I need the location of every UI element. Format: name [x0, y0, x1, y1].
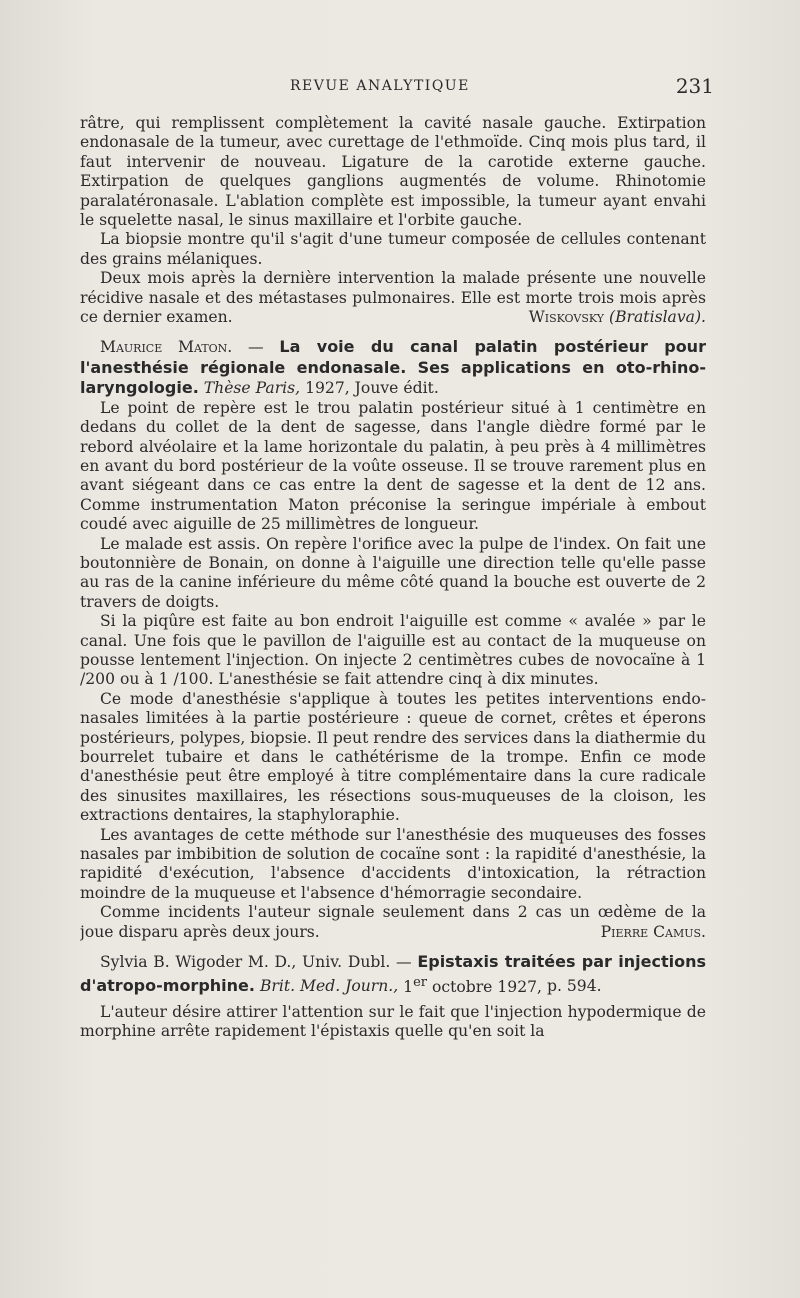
article2-dash: —: [248, 338, 264, 357]
signature-place: (Bratislava).: [609, 308, 706, 327]
article2-title: La voie du canal palatin postérieur pour l'anesthésie régionale endonasale. Ses applications en oto-rhino-laryngologie.: [80, 337, 706, 398]
article2-paragraph: [80, 903, 706, 942]
article1-paragraph: râtre, qui remplissent complètement la cavité nasale gauche. Extirpation endonasale de la tumeur, avec curettage de l'ethmoïde. Cinq mois plus tard, il faut intervenir de nouveau. Ligature de la carotide externe gauche. Extirpation de quelques ganglions augmentés de volume. Rhinotomie paralatéronasale. L'ablation complète est impossible, la tumeur ayant envahi le squelette nasal, le sinus maxillaire et l'orbite gauche.: [80, 114, 706, 230]
article3-dash: —: [396, 953, 412, 972]
article3-paragraph: L'auteur désire attirer l'attention sur le fait que l'injection hypodermique de morphine arrête rapidement l'épistaxis quelle qu'en soit la: [80, 1003, 706, 1041]
article1-paragraph: La biopsie montre qu'il s'agit d'une tumeur composée de cellules contenant des grains mélaniques.: [80, 230, 706, 268]
article3-pages: p. 594.: [546, 977, 602, 996]
article2-details: 1927, Jouve édit.: [305, 379, 439, 398]
article1-paragraph-text: Deux mois après la dernière intervention la malade présente une nouvelle récidive nasale et des métastases pulmonaires. Elle est morte trois mois après ce dernier examen.: [80, 269, 706, 327]
article2-signature: Pierre Camus.: [600, 922, 706, 941]
article2-paragraph-text: Comme incidents l'auteur signale seulement dans 2 cas un œdème de la joue disparu après deux jours.: [80, 903, 706, 941]
article-body: [80, 114, 706, 1042]
article2-paragraph: Ce mode d'anesthésie s'applique à toutes les petites interventions endo-nasales limitées à la partie postérieure : queue de cornet, crêtes et éperons postérieurs, polypes, biopsie. Il peut rendre des services dans la diathermie du bourrelet tubaire et dans le cathétérisme de la trompe. Enfin ce mode d'anesthésie peut être employé à titre complémentaire dans la cure radicale des sinusites maxillaires, les résections sous-muqueuses de la cloison, les extractions dentaires, la staphyloraphie.: [80, 689, 706, 825]
article1-signature: [509, 308, 706, 327]
article3-title: Epistaxis traitées par injections d'atropo-morphine.: [80, 952, 706, 996]
article2-paragraph: Le malade est assis. On repère l'orifice avec la pulpe de l'index. On fait une boutonnière de Bonain, on donne à l'aiguille une direction telle qu'elle passe au ras de la canine inférieure du même côté quand la bouche est ouverte de 2 travers de doigts.: [80, 534, 706, 611]
article1-paragraph: [80, 269, 706, 327]
running-header: [60, 74, 714, 98]
journal-title: REVUE ANALYTIQUE: [290, 78, 470, 94]
article3-date: [403, 974, 543, 996]
article3-heading: [80, 952, 706, 997]
article2-paragraph: Le point de repère est le trou palatin postérieur situé à 1 centimètre en dedans du collet de la dent de sagesse, dans l'angle dièdre formé par le rebord alvéolaire et la lame horizontale du palatin, à peu près à 4 millimètres en avant du bord postérieur de la voûte osseuse. Il se trouve rarement plus en avant siégeant dans ce cas entre la dent de sagesse et la dent de 12 ans. Comme instrumentation Maton préconise la seringue impériale à embout coudé avec aiguille de 25 millimètres de longueur.: [80, 398, 706, 534]
signature-author: Wiskovsky: [528, 308, 605, 327]
article3-author: Sylvia B. Wigoder M. D., Univ. Dubl.: [100, 953, 391, 972]
date-day: 1: [403, 977, 414, 996]
article2-paragraph: Si la piqûre est faite au bon endroit l'aiguille est comme « avalée » par le canal. Une fois que le pavillon de l'aiguille est au contact de la muqueuse on pousse lentement l'injection. On injecte 2 centimètres cubes de novocaïne à 1 /200 ou à 1 /100. L'anesthésie se fait attendre cinq à dix minutes.: [80, 612, 706, 689]
page-number: 231: [675, 74, 714, 98]
date-superscript: er: [413, 974, 428, 990]
article2-heading: [80, 337, 706, 398]
article3-source: Brit. Med. Journ.,: [259, 977, 399, 996]
article2-source: Thèse Paris,: [203, 379, 301, 398]
article2-paragraph: Les avantages de cette méthode sur l'anesthésie des muqueuses des fosses nasales par imbibition de solution de cocaïne sont : la rapidité d'anesthésie, la rapidité d'exécution, l'absence d'accidents d'intoxication, la rétraction moindre de la muqueuse et l'absence d'hémorragie secondaire.: [80, 825, 706, 902]
article2-author: Maurice Maton.: [100, 338, 233, 357]
date-rest: octobre 1927,: [427, 977, 543, 996]
